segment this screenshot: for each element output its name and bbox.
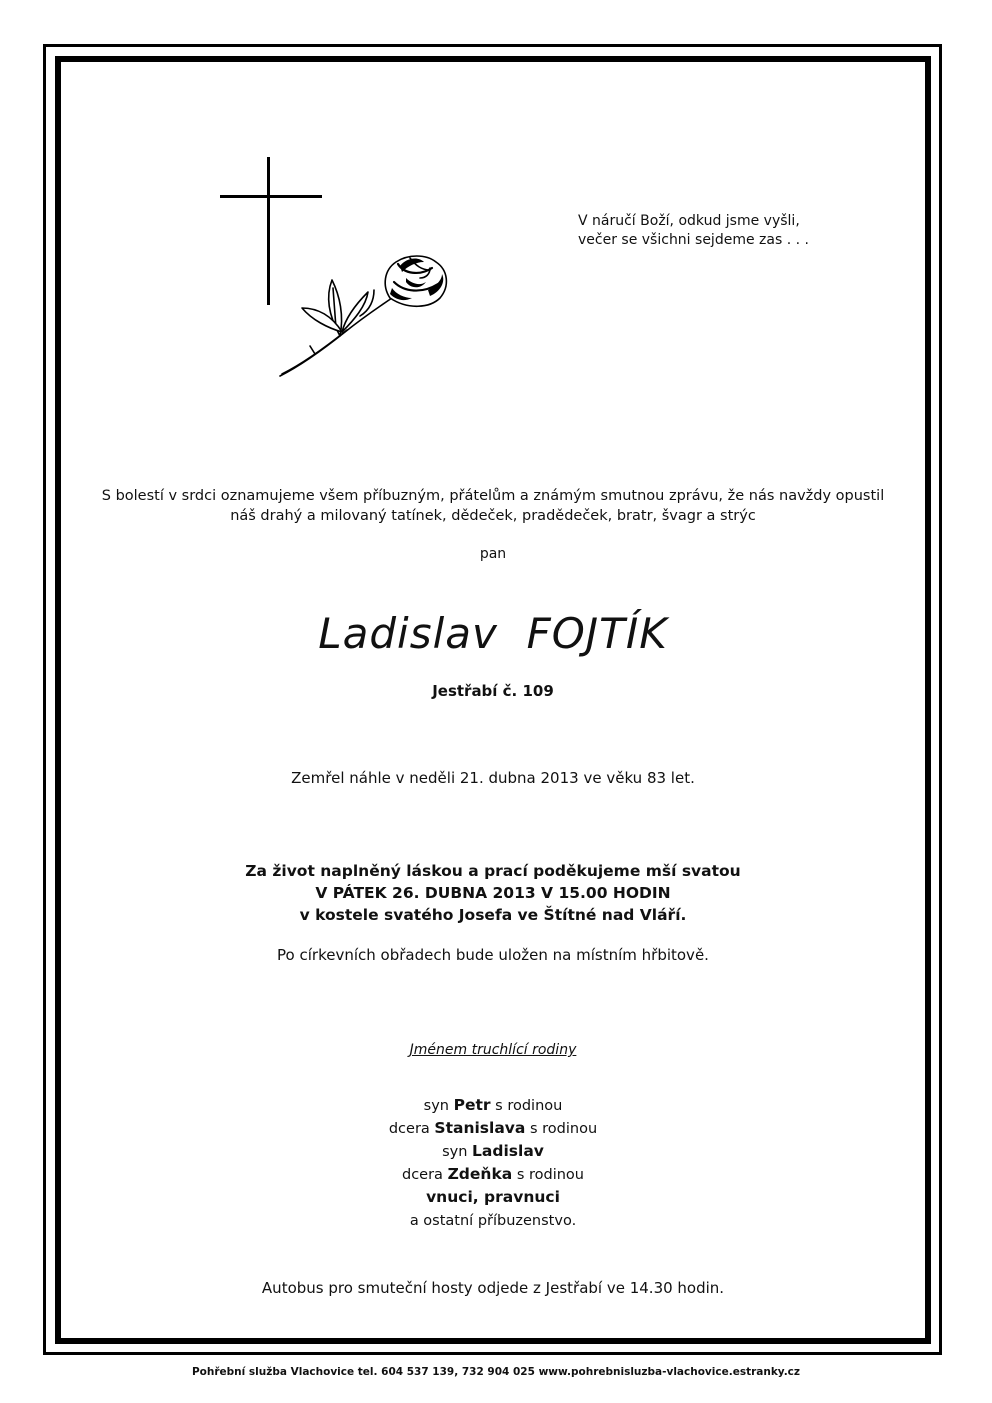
family-member: dcera Zdeňka s rodinou (402, 1165, 584, 1183)
family-member: a ostatní příbuzenstvo. (409, 1213, 577, 1229)
deceased-name (60, 604, 926, 664)
death-notice: Zemřel náhle v neděli 21. dubna 2013 ve věku 83 let. (291, 769, 695, 787)
announcement-intro (60, 486, 926, 526)
verse-line: večer se všichni sejdeme zas . . . (578, 232, 809, 248)
family-list (60, 1094, 926, 1232)
deceased-first-name: Ladislav (318, 609, 498, 658)
honorific: pan (479, 546, 507, 562)
deceased-last-name: FOJTÍK (526, 609, 668, 658)
burial-notice: Po církevních obřadech bude uložen na místním hřbitově. (277, 946, 709, 964)
bus-notice: Autobus pro smuteční hosty odjede z Jestřabí ve 14.30 hodin. (261, 1279, 725, 1297)
ceremony-notice (60, 860, 926, 926)
intro-line: S bolestí v srdci oznamujeme všem příbuzným, přátelům a známým smutnou zprávu, že nás navždy opustil (101, 488, 885, 504)
deceased-address: Jestřabí č. 109 (432, 682, 554, 700)
family-signature-heading: Jménem truchlící rodiny (409, 1042, 577, 1058)
ceremony-line: v kostele svatého Josefa ve Štítné nad Vláří. (299, 906, 687, 924)
family-member: vnuci, pravnuci (426, 1188, 560, 1206)
verse-quote (578, 212, 809, 250)
family-member: syn Ladislav (442, 1142, 544, 1160)
ceremony-line: Za život naplněný láskou a prací poděkujeme mší svatou (245, 862, 741, 880)
rose-icon (270, 248, 455, 383)
family-member: dcera Stanislava s rodinou (388, 1119, 598, 1137)
verse-line: V náručí Boží, odkud jsme vyšli, (578, 213, 800, 229)
intro-line: náš drahý a milovaný tatínek, dědeček, pradědeček, bratr, švagr a strýc (230, 508, 756, 524)
funeral-service-footer: Pohřební služba Vlachovice tel. 604 537 139, 732 904 025 www.pohrebnisluzba-vlachovice.estranky.cz (191, 1366, 801, 1378)
ceremony-line: V PÁTEK 26. DUBNA 2013 V 15.00 HODIN (315, 884, 671, 902)
family-member: syn Petr s rodinou (423, 1096, 563, 1114)
